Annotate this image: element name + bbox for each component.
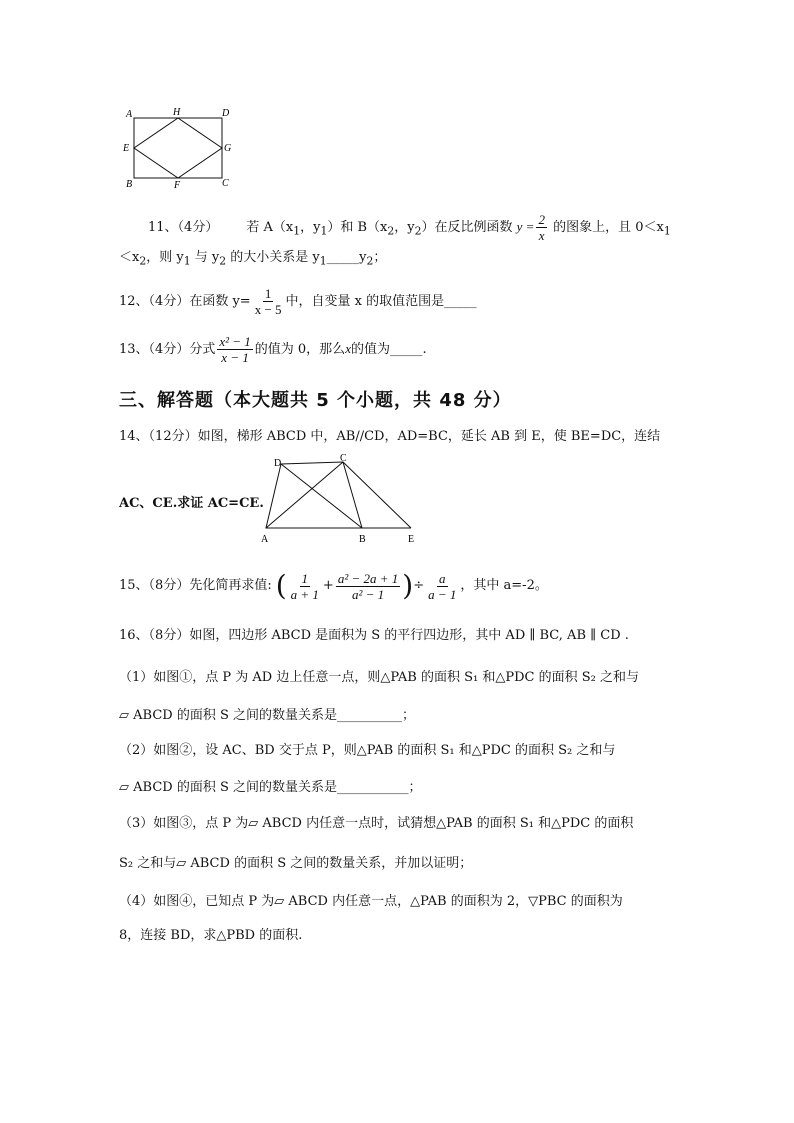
- q16-part3-line2: S₂ 之和与▱ ABCD 的面积 S 之间的数量关系，并加以证明；: [119, 856, 473, 871]
- label-D: D: [222, 108, 230, 119]
- trapezoid-figure: [256, 452, 426, 546]
- q16-part4-line1: （4）如图④，已知点 P 为▱ ABCD 内任意一点，△PAB 的面积为 2，▽PBC 的面积为: [119, 894, 623, 909]
- q11-fraction: $\frac{2}{x}$: [538, 212, 545, 243]
- q14-line2: AC、CE.求证 AC=CE.: [119, 496, 264, 511]
- label-B: B: [359, 534, 366, 545]
- q11-answer-blank: _____: [326, 250, 360, 265]
- q15-line: 15、（8分）先化简再求值: ( $\frac{1}{a + 1}$ + $\frac{\text{a² − 2a + 1}}{\text{a² − 1}}$ ) ÷ $\frac{a}{a - 1}$ ，其中 a=-2。: [119, 569, 548, 602]
- rectangle-rhombus-figure: [118, 104, 240, 192]
- q13-line: 13、（4分）分式 $\frac{\text{x² − 1}}{x - 1}$ 的值为 0，那么x的值为_____.: [119, 334, 427, 365]
- q12-line: 12、（4分）在函数 y= $\frac{1}{x - 5}$ 中，自变量 x 的取值范围是_____: [119, 286, 477, 317]
- q11-line2: $<x_2$，则 $y_1$ 与 $y_2$ 的大小关系是 $y_1\_\_\_\_\_y_2$；: [119, 250, 387, 268]
- label-G: G: [224, 143, 232, 154]
- q16-intro: 16、（8分）如图，四边形 ABCD 是面积为 S 的平行四边形，其中 AD ∥ BC, AB ∥ CD .: [119, 628, 629, 643]
- q13-fraction: $\frac{\text{x² − 1}}{x - 1}$: [219, 334, 251, 365]
- label-B: B: [126, 179, 133, 190]
- q15-fraction-2: $\frac{\text{a² − 2a + 1}}{\text{a² − 1}}$: [337, 570, 399, 602]
- label-H: H: [173, 107, 181, 118]
- q16-part3-line1: （3）如图③，点 P 为▱ ABCD 内任意一点时，试猜想△PAB 的面积 S₁ 和△PDC 的面积: [119, 816, 634, 831]
- label-F: F: [174, 180, 181, 191]
- label-A: A: [126, 109, 133, 120]
- label-E: E: [123, 143, 130, 154]
- label-E: E: [408, 534, 415, 545]
- q16-part1-line1: （1）如图①，点 P 为 AD 边上任意一点，则△PAB 的面积 S₁ 和△PDC 的面积 S₂ 之和与: [119, 670, 639, 685]
- q16-part2-line2: ▱ ABCD 的面积 S 之间的数量关系是___________；: [119, 780, 422, 795]
- q16-part4-line2: 8，连接 BD，求△PBD 的面积.: [119, 928, 303, 943]
- q16-part1-line2: ▱ ABCD 的面积 S 之间的数量关系是__________；: [119, 708, 415, 723]
- q15-fraction-1: $\frac{1}{a + 1}$: [290, 570, 319, 602]
- section-3-heading: 三、解答题（本大题共 5 个小题，共 48 分）: [119, 390, 512, 411]
- q15-fraction-3: $\frac{a}{a - 1}$: [428, 570, 457, 602]
- label-D: D: [274, 458, 282, 469]
- q11-line1: 11、（4分） 若 $A(x_1$，$y_1$）和 $B(x_2$，$y_2$）在反比例函数 y = $\frac{2}{x}$ 的图象上，且 $0<x_1$: [148, 212, 671, 243]
- q14-line1: 14、（12分）如图，梯形 ABCD 中，AB//CD，AD=BC，延长 AB 到 E，使 BE=DC，连结: [119, 429, 661, 444]
- label-C: C: [222, 178, 229, 189]
- label-C: C: [340, 453, 347, 464]
- q16-part2-line1: （2）如图②，设 AC、BD 交于点 P，则△PAB 的面积 S₁ 和△PDC 的面积 S₂ 之和与: [119, 743, 616, 758]
- q12-fraction: $\frac{1}{x - 5}$: [254, 286, 282, 317]
- label-A: A: [261, 534, 269, 545]
